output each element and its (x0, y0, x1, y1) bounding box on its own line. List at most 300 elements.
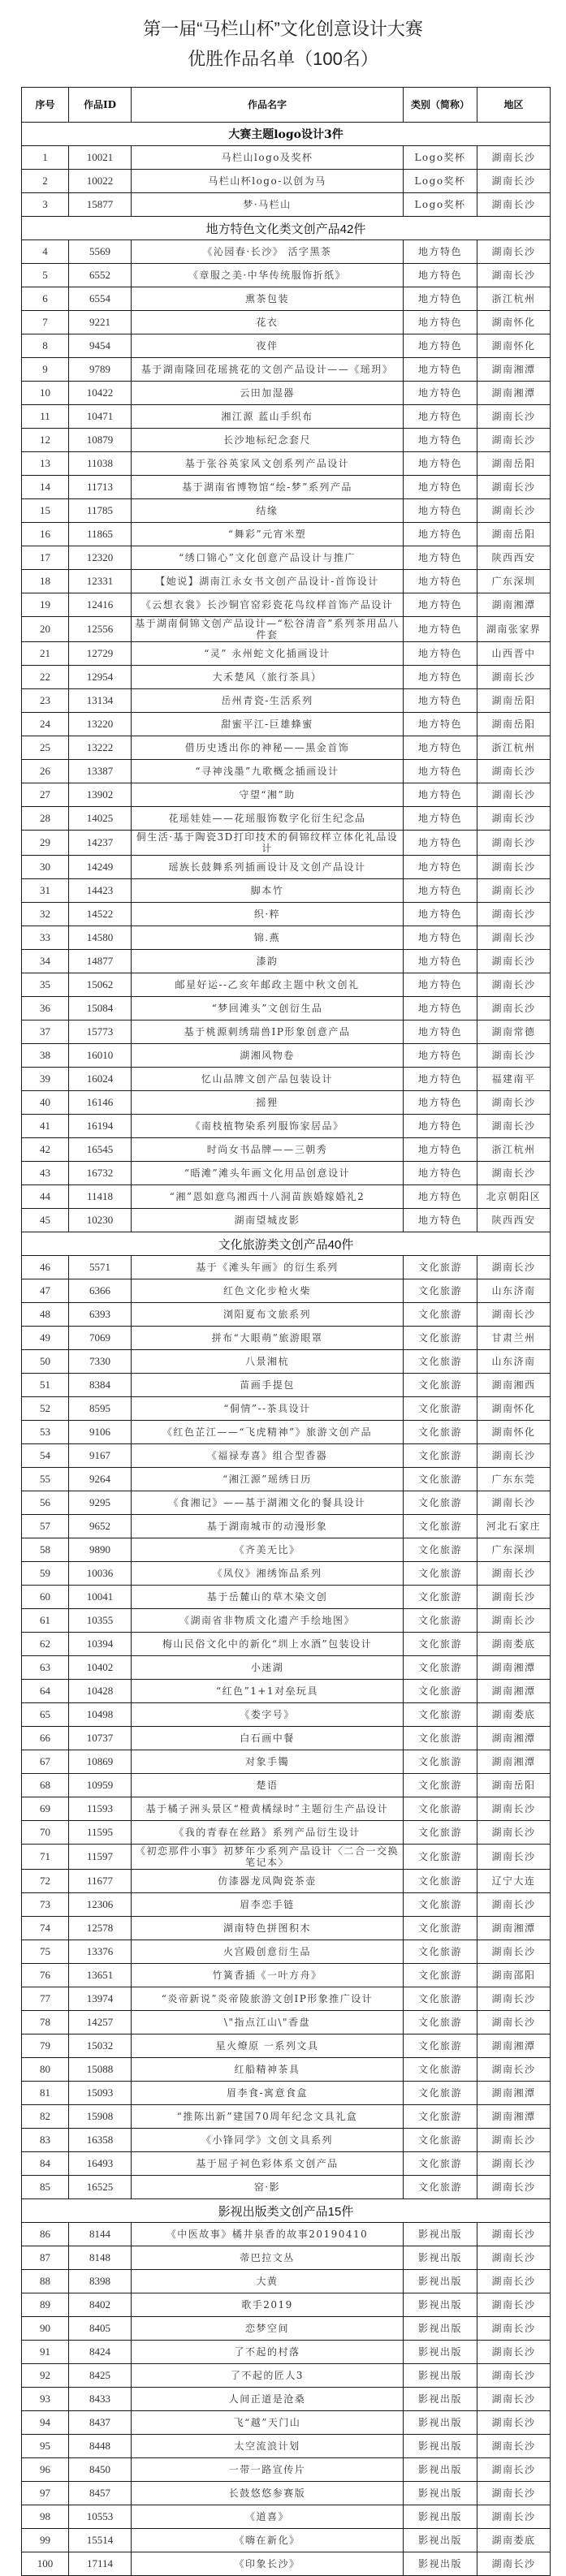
cell-work-name: “红色”1+1对垒玩具 (132, 1680, 404, 1703)
cell-region: 湖南怀化 (477, 1397, 551, 1421)
cell-region: 湖南长沙 (477, 926, 551, 950)
cell-region: 浙江杭州 (477, 736, 551, 760)
cell-region: 湖南长沙 (477, 1987, 551, 2011)
section-header-row (22, 2199, 551, 2223)
table-row (22, 1870, 551, 1893)
cell-work-id: 6393 (69, 1303, 132, 1327)
cell-work-id: 8595 (69, 1397, 132, 1421)
cell-work-id: 14025 (69, 807, 132, 831)
cell-category: 地方特色 (404, 713, 477, 736)
cell-region: 湖南长沙 (477, 2152, 551, 2176)
cell-work-name: “晤滩”滩头年画文化用品创意设计 (132, 1162, 404, 1185)
cell-category: 文化旅游 (404, 2082, 477, 2105)
table-row (22, 287, 551, 311)
cell-work-name: 《道喜》 (132, 2505, 404, 2529)
cell-work-name: 人间正道是沧桑 (132, 2388, 404, 2411)
cell-work-name: 苗画手提包 (132, 1374, 404, 1397)
table-row (22, 1256, 551, 1279)
table-row (22, 2317, 551, 2341)
table-row (22, 997, 551, 1020)
cell-category: 地方特色 (404, 287, 477, 311)
cell-index: 78 (22, 2011, 69, 2034)
cell-category: 文化旅游 (404, 1750, 477, 1774)
cell-category: 地方特色 (404, 264, 477, 287)
cell-category: 文化旅游 (404, 2034, 477, 2058)
section-title: 大赛主题logo设计3件 (22, 123, 551, 146)
cell-index: 76 (22, 1964, 69, 1987)
cell-index: 82 (22, 2105, 69, 2129)
cell-category: 影视出版 (404, 2435, 477, 2458)
cell-index: 68 (22, 1774, 69, 1797)
cell-work-name: 马栏山logo及奖杯 (132, 146, 404, 170)
cell-category: 文化旅游 (404, 1633, 477, 1656)
cell-work-name: 《食湘记》——基于湖湘文化的餐具设计 (132, 1491, 404, 1515)
cell-index: 36 (22, 997, 69, 1020)
section-title: 影视出版类文创产品15件 (22, 2199, 551, 2223)
cell-work-name: 太空流浪计划 (132, 2435, 404, 2458)
document-title: 第一届“马栏山杯”文化创意设计大赛 (143, 19, 423, 39)
table-row (22, 1115, 551, 1138)
table-row (22, 736, 551, 760)
table-row (22, 1350, 551, 1374)
cell-work-id: 16194 (69, 1115, 132, 1138)
table-row (22, 2341, 551, 2364)
cell-work-id: 15908 (69, 2105, 132, 2129)
cell-work-name: 基于张谷英家风文创系列产品设计 (132, 452, 404, 476)
cell-work-id: 10021 (69, 146, 132, 170)
cell-region: 湖南长沙 (477, 2388, 551, 2411)
cell-work-name: “梦回滩头”文创衍生品 (132, 997, 404, 1020)
cell-region: 湖南长沙 (477, 1303, 551, 1327)
cell-work-name: 《中医故事》橘井泉香的故事20190410 (132, 2223, 404, 2246)
cell-region: 湖南长沙 (477, 1115, 551, 1138)
cell-work-id: 11418 (69, 1185, 132, 1209)
cell-region: 湖南长沙 (477, 2293, 551, 2317)
cell-work-id: 11038 (69, 452, 132, 476)
cell-index: 28 (22, 807, 69, 831)
cell-work-id: 14237 (69, 831, 132, 856)
cell-work-id: 12416 (69, 593, 132, 617)
cell-index: 58 (22, 1538, 69, 1562)
cell-index: 96 (22, 2458, 69, 2482)
cell-category: 地方特色 (404, 546, 477, 570)
table-row (22, 1633, 551, 1656)
cell-work-id: 9221 (69, 311, 132, 334)
cell-work-name: “炎帝新说”炎帝陵旅游文创IP形象推广设计 (132, 1987, 404, 2011)
cell-region: 湖南长沙 (477, 1893, 551, 1917)
cell-work-id: 10041 (69, 1586, 132, 1609)
cell-category: 地方特色 (404, 593, 477, 617)
cell-work-id: 14877 (69, 950, 132, 973)
cell-region: 湖南长沙 (477, 170, 551, 193)
cell-work-name: 基于湖南隆回花瑶挑花的文创产品设计——《瑶玥》 (132, 358, 404, 382)
cell-work-name: 飞“越”天门山 (132, 2411, 404, 2435)
table-row (22, 1656, 551, 1680)
cell-index: 64 (22, 1680, 69, 1703)
cell-work-id: 15088 (69, 2058, 132, 2082)
cell-region: 浙江杭州 (477, 287, 551, 311)
cell-work-name: 红色文化步枪火柴 (132, 1279, 404, 1303)
cell-region: 湖南长沙 (477, 2411, 551, 2435)
table-row (22, 429, 551, 452)
cell-index: 29 (22, 831, 69, 856)
table-row (22, 2105, 551, 2129)
cell-region: 广东深圳 (477, 570, 551, 593)
cell-work-name: 对象手镯 (132, 1750, 404, 1774)
cell-index: 19 (22, 593, 69, 617)
table-row (22, 264, 551, 287)
cell-category: 地方特色 (404, 666, 477, 689)
cell-work-id: 10355 (69, 1609, 132, 1633)
cell-region: 湖南长沙 (477, 903, 551, 926)
cell-region: 湖南长沙 (477, 1609, 551, 1633)
cell-work-name: 《初恋那件小事》初梦年少系列产品设计〈二合一交换笔记本〉 (132, 1845, 404, 1870)
cell-category: 文化旅游 (404, 2129, 477, 2152)
cell-work-id: 10869 (69, 1750, 132, 1774)
cell-index: 6 (22, 287, 69, 311)
cell-category: 地方特色 (404, 736, 477, 760)
table-row (22, 311, 551, 334)
cell-work-id: 5569 (69, 240, 132, 264)
cell-work-name: 湖南望城皮影 (132, 1209, 404, 1232)
cell-region: 湖南常德 (477, 1020, 551, 1044)
cell-category: 影视出版 (404, 2411, 477, 2435)
cell-index: 43 (22, 1162, 69, 1185)
cell-category: 地方特色 (404, 523, 477, 546)
cell-index: 20 (22, 617, 69, 642)
cell-index: 25 (22, 736, 69, 760)
cell-work-name: 《凤仪》湘绣饰品系列 (132, 1562, 404, 1586)
cell-region: 河北石家庄 (477, 1515, 551, 1538)
cell-region: 甘肃兰州 (477, 1327, 551, 1350)
table-row (22, 1374, 551, 1397)
cell-work-name: 湖南特色拼图积木 (132, 1917, 404, 1940)
section-header-row (22, 1232, 551, 1256)
cell-region: 湖南长沙 (477, 2364, 551, 2388)
table-row (22, 358, 551, 382)
cell-work-id: 8450 (69, 2458, 132, 2482)
cell-category: 文化旅游 (404, 2058, 477, 2082)
cell-region: 湖南长沙 (477, 1091, 551, 1115)
table-row (22, 1162, 551, 1185)
cell-category: 地方特色 (404, 903, 477, 926)
cell-work-id: 8437 (69, 2411, 132, 2435)
cell-index: 98 (22, 2505, 69, 2529)
cell-category: 文化旅游 (404, 1940, 477, 1964)
cell-region: 湖南怀化 (477, 311, 551, 334)
cell-work-id: 8425 (69, 2364, 132, 2388)
cell-work-id: 10428 (69, 1680, 132, 1703)
cell-region: 湖南长沙 (477, 2435, 551, 2458)
cell-region: 湖南岳阳 (477, 452, 551, 476)
cell-category: 文化旅游 (404, 1727, 477, 1750)
table-row (22, 666, 551, 689)
cell-category: 文化旅游 (404, 1656, 477, 1680)
cell-work-name: 基于《滩头年画》的衍生系列 (132, 1256, 404, 1279)
cell-index: 3 (22, 193, 69, 217)
cell-work-name: 拼布“大眼萌”旅游眼罩 (132, 1327, 404, 1350)
cell-region: 湖南岳阳 (477, 713, 551, 736)
cell-region: 湖南长沙 (477, 1444, 551, 1468)
cell-work-name: 《章服之美·中华传统服饰折纸》 (132, 264, 404, 287)
cell-region: 湖南湘潭 (477, 2082, 551, 2105)
table-row (22, 2011, 551, 2034)
cell-work-name: “舞彩”元宵米塑 (132, 523, 404, 546)
cell-work-name: 梦·马栏山 (132, 193, 404, 217)
cell-category: 地方特色 (404, 1091, 477, 1115)
cell-index: 8 (22, 334, 69, 358)
cell-work-name: 侗生活·基于陶瓷3D打印技术的侗锦纹样立体化礼品设计 (132, 831, 404, 856)
cell-region: 湖南湘潭 (477, 358, 551, 382)
cell-category: 地方特色 (404, 240, 477, 264)
table-row (22, 1468, 551, 1491)
cell-category: Logo奖杯 (404, 146, 477, 170)
cell-category: 地方特色 (404, 997, 477, 1020)
cell-index: 95 (22, 2435, 69, 2458)
table-row (22, 879, 551, 903)
cell-index: 69 (22, 1797, 69, 1821)
cell-index: 63 (22, 1656, 69, 1680)
cell-index: 65 (22, 1703, 69, 1727)
cell-work-id: 6552 (69, 264, 132, 287)
cell-work-id: 15084 (69, 997, 132, 1020)
cell-work-name: 长沙地标纪念套尺 (132, 429, 404, 452)
table-row (22, 973, 551, 997)
column-header-work-id: 作品ID (69, 88, 132, 123)
cell-region: 湖南长沙 (477, 1586, 551, 1609)
table-row (22, 2129, 551, 2152)
cell-region: 湖南长沙 (477, 193, 551, 217)
cell-index: 33 (22, 926, 69, 950)
cell-work-id: 14257 (69, 2011, 132, 2034)
cell-work-id: 9167 (69, 1444, 132, 1468)
cell-work-name: 一带一路宣传片 (132, 2458, 404, 2482)
cell-region: 湖南长沙 (477, 146, 551, 170)
table-row (22, 382, 551, 405)
table-row (22, 1538, 551, 1562)
cell-region: 湖南长沙 (477, 950, 551, 973)
cell-work-id: 13222 (69, 736, 132, 760)
cell-work-name: 《嗨在新化》 (132, 2529, 404, 2552)
cell-region: 山东济南 (477, 1350, 551, 1374)
cell-category: 地方特色 (404, 973, 477, 997)
cell-region: 湖南长沙 (477, 429, 551, 452)
table-row (22, 1020, 551, 1044)
table-row (22, 760, 551, 783)
cell-region: 湖南长沙 (477, 2552, 551, 2576)
cell-work-name: 梅山民俗文化中的新化“圳上水酒”包装设计 (132, 1633, 404, 1656)
table-row (22, 1680, 551, 1703)
cell-category: Logo奖杯 (404, 170, 477, 193)
cell-category: 地方特色 (404, 1209, 477, 1232)
cell-index: 77 (22, 1987, 69, 2011)
cell-index: 41 (22, 1115, 69, 1138)
cell-index: 70 (22, 1821, 69, 1845)
cell-index: 10 (22, 382, 69, 405)
cell-work-id: 15032 (69, 2034, 132, 2058)
cell-region: 湖南长沙 (477, 2223, 551, 2246)
table-row (22, 1068, 551, 1091)
cell-work-id: 10553 (69, 2505, 132, 2529)
cell-category: 地方特色 (404, 499, 477, 523)
cell-work-id: 13134 (69, 689, 132, 713)
cell-index: 15 (22, 499, 69, 523)
table-row (22, 2058, 551, 2082)
cell-region: 湖南长沙 (477, 1821, 551, 1845)
cell-work-id: 13902 (69, 783, 132, 807)
cell-category: 影视出版 (404, 2482, 477, 2505)
cell-region: 湖南长沙 (477, 499, 551, 523)
cell-region: 陕西西安 (477, 546, 551, 570)
table-row (22, 570, 551, 593)
cell-region: 湖南湘潭 (477, 1750, 551, 1774)
cell-work-id: 16732 (69, 1162, 132, 1185)
table-row (22, 1845, 551, 1870)
cell-index: 81 (22, 2082, 69, 2105)
cell-work-id: 5571 (69, 1256, 132, 1279)
cell-work-name: 熏茶包装 (132, 287, 404, 311)
cell-category: 文化旅游 (404, 1774, 477, 1797)
table-row (22, 146, 551, 170)
cell-region: 湖南长沙 (477, 1845, 551, 1870)
cell-work-id: 10394 (69, 1633, 132, 1656)
cell-index: 7 (22, 311, 69, 334)
cell-work-id: 10471 (69, 405, 132, 429)
cell-work-id: 10230 (69, 1209, 132, 1232)
cell-index: 91 (22, 2341, 69, 2364)
cell-index: 74 (22, 1917, 69, 1940)
table-row (22, 1444, 551, 1468)
cell-category: 文化旅游 (404, 2011, 477, 2034)
cell-index: 89 (22, 2293, 69, 2317)
cell-work-name: 红船精神茶具 (132, 2058, 404, 2082)
cell-category: 影视出版 (404, 2246, 477, 2270)
cell-work-id: 11593 (69, 1797, 132, 1821)
cell-region: 湖南怀化 (477, 334, 551, 358)
cell-index: 49 (22, 1327, 69, 1350)
cell-category: 地方特色 (404, 1020, 477, 1044)
cell-work-id: 12331 (69, 570, 132, 593)
cell-index: 72 (22, 1870, 69, 1893)
cell-index: 100 (22, 2552, 69, 2576)
table-row (22, 2458, 551, 2482)
cell-category: 地方特色 (404, 1162, 477, 1185)
winners-table (21, 87, 551, 2576)
column-header-index: 序号 (22, 88, 69, 123)
cell-index: 22 (22, 666, 69, 689)
cell-region: 湖南湘潭 (477, 2034, 551, 2058)
cell-work-id: 7069 (69, 1327, 132, 1350)
cell-work-id: 15514 (69, 2529, 132, 2552)
table-row (22, 1586, 551, 1609)
cell-work-id: 6554 (69, 287, 132, 311)
table-row (22, 2152, 551, 2176)
cell-index: 55 (22, 1468, 69, 1491)
table-row (22, 1609, 551, 1633)
cell-work-id: 17114 (69, 2552, 132, 2576)
cell-region: 湖南长沙 (477, 2176, 551, 2199)
cell-category: 影视出版 (404, 2529, 477, 2552)
cell-index: 94 (22, 2411, 69, 2435)
cell-work-name: 歌手2019 (132, 2293, 404, 2317)
cell-work-name: 了不起的村落 (132, 2341, 404, 2364)
cell-work-id: 10737 (69, 1727, 132, 1750)
table-row (22, 523, 551, 546)
cell-category: 地方特色 (404, 783, 477, 807)
cell-work-id: 8144 (69, 2223, 132, 2246)
cell-work-name: 基于桃源刺绣瑞兽IP形象创意产品 (132, 1020, 404, 1044)
table-row (22, 783, 551, 807)
table-row (22, 1091, 551, 1115)
cell-region: 湖南长沙 (477, 760, 551, 783)
cell-work-name: 结缘 (132, 499, 404, 523)
table-row (22, 476, 551, 499)
cell-work-id: 15773 (69, 1020, 132, 1044)
cell-region: 湖南湘潭 (477, 1917, 551, 1940)
cell-index: 12 (22, 429, 69, 452)
cell-index: 50 (22, 1350, 69, 1374)
cell-index: 51 (22, 1374, 69, 1397)
cell-index: 79 (22, 2034, 69, 2058)
cell-region: 山西晋中 (477, 642, 551, 666)
cell-category: 地方特色 (404, 382, 477, 405)
section-title: 地方特色文化类文创产品42件 (22, 217, 551, 240)
cell-category: 地方特色 (404, 570, 477, 593)
cell-work-name: 时尚女书品牌——三朝秀 (132, 1138, 404, 1162)
cell-work-id: 13651 (69, 1964, 132, 1987)
table-row (22, 405, 551, 429)
table-row (22, 2034, 551, 2058)
cell-work-name: 瑶族长鼓舞系列插画设计及文创产品设计 (132, 856, 404, 879)
cell-category: 地方特色 (404, 405, 477, 429)
table-row (22, 689, 551, 713)
cell-work-id: 11595 (69, 1821, 132, 1845)
cell-region: 湖南长沙 (477, 1491, 551, 1515)
cell-category: 地方特色 (404, 452, 477, 476)
cell-category: 文化旅游 (404, 1870, 477, 1893)
cell-work-id: 14580 (69, 926, 132, 950)
cell-work-name: 大黄 (132, 2270, 404, 2293)
cell-work-name: “灵” 永州蛇文化插画设计 (132, 642, 404, 666)
table-row (22, 1327, 551, 1350)
cell-work-name: 《福禄寿喜》组合型香器 (132, 1444, 404, 1468)
cell-region: 湖南岳阳 (477, 689, 551, 713)
cell-region: 湖南娄底 (477, 2529, 551, 2552)
table-row (22, 1821, 551, 1845)
cell-index: 85 (22, 2176, 69, 2199)
cell-work-name: 《小锋同学》文创文具系列 (132, 2129, 404, 2152)
cell-work-id: 9295 (69, 1491, 132, 1515)
cell-category: 文化旅游 (404, 1491, 477, 1515)
table-row (22, 950, 551, 973)
cell-work-id: 11713 (69, 476, 132, 499)
table-row (22, 1397, 551, 1421)
cell-work-name: 云田加湿器 (132, 382, 404, 405)
table-row (22, 2388, 551, 2411)
cell-region: 湖南怀化 (477, 1421, 551, 1444)
cell-region: 湖南长沙 (477, 1256, 551, 1279)
cell-index: 38 (22, 1044, 69, 1068)
cell-index: 57 (22, 1515, 69, 1538)
table-header-row (22, 88, 551, 123)
cell-work-name: 花衣 (132, 311, 404, 334)
cell-region: 湖南长沙 (477, 1044, 551, 1068)
cell-category: 地方特色 (404, 429, 477, 452)
cell-category: 文化旅游 (404, 1987, 477, 2011)
cell-category: 地方特色 (404, 1138, 477, 1162)
table-row (22, 807, 551, 831)
cell-index: 52 (22, 1397, 69, 1421)
